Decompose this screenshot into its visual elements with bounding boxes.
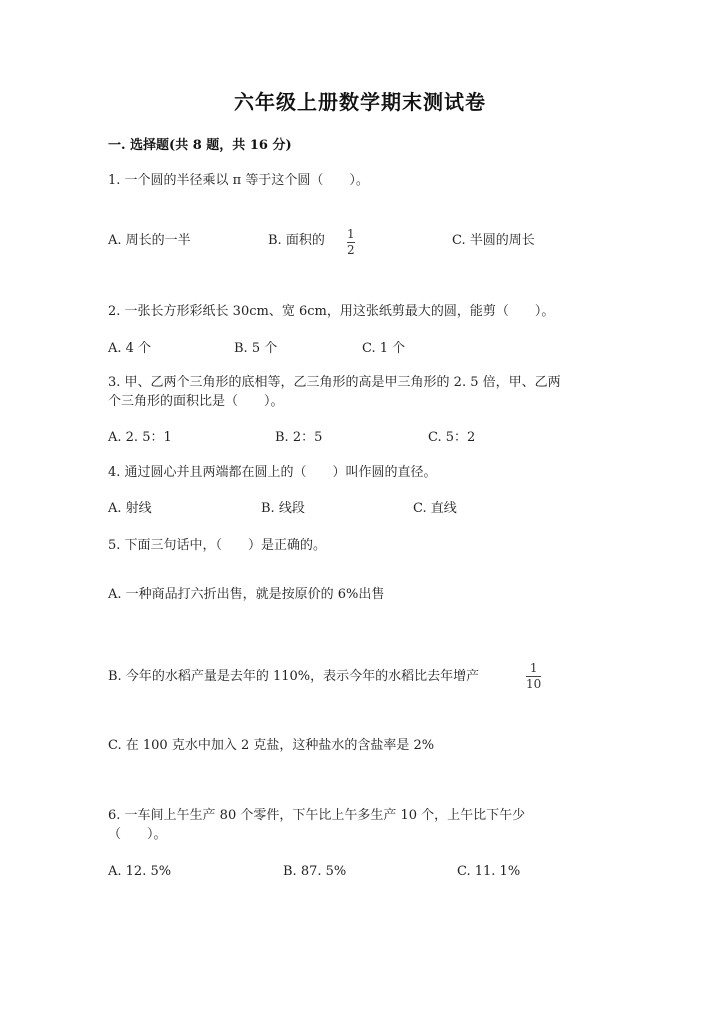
question-3-option-b: B. 2：5 — [275, 430, 323, 445]
question-3-option-c: C. 5：2 — [428, 430, 476, 445]
question-4-stem: 4. 通过圆心并且两端都在圆上的（ ）叫作圆的直径。 — [108, 465, 437, 480]
question-6-stem-line-1: 6. 一车间上午生产 80 个零件，下午比上午多生产 10 个，上午比下午少 — [108, 808, 526, 823]
page-title: 六年级上册数学期末测试卷 — [234, 90, 486, 114]
question-2-stem: 2. 一张长方形彩纸长 30cm、宽 6cm，用这张纸剪最大的圆，能剪（ ）。 — [108, 304, 555, 319]
question-6-option-a: A. 12. 5% — [108, 864, 172, 879]
question-1-stem: 1. 一个圆的半径乘以 π 等于这个圆（ ）。 — [108, 173, 369, 188]
question-6-option-c: C. 11. 1% — [457, 864, 521, 879]
question-5-option-a: A. 一种商品打六折出售，就是按原价的 6%出售 — [108, 587, 385, 602]
question-2-option-a: A. 4 个 — [108, 341, 152, 356]
question-6-option-b: B. 87. 5% — [283, 864, 347, 879]
question-5-stem: 5. 下面三句话中，（ ）是正确的。 — [108, 538, 327, 553]
question-1-option-b: B. 面积的 — [268, 233, 325, 248]
question-3-option-a: A. 2. 5：1 — [108, 430, 172, 445]
question-4-option-b: B. 线段 — [261, 501, 305, 516]
question-4-option-a: A. 射线 — [108, 501, 152, 516]
section-heading: 一. 选择题(共 8 题，共 16 分) — [108, 138, 292, 153]
question-2-option-c: C. 1 个 — [362, 341, 406, 356]
question-6-stem-line-2: （ ）。 — [108, 827, 167, 842]
fraction-numerator: 1 — [529, 661, 538, 675]
question-1-option-b-fraction — [347, 228, 355, 257]
question-5-option-b-fraction — [526, 662, 541, 691]
fraction-denominator: 10 — [526, 677, 542, 691]
fraction-numerator: 1 — [347, 227, 355, 241]
question-3-stem-line-1: 3. 甲、乙两个三角形的底相等，乙三角形的高是甲三角形的 2. 5 倍，甲、乙两 — [108, 375, 561, 390]
question-3-stem-line-2: 个三角形的面积比是（ ）。 — [108, 394, 284, 409]
question-1-option-c: C. 半圆的周长 — [452, 233, 535, 248]
question-5-option-c: C. 在 100 克水中加入 2 克盐，这种盐水的含盐率是 2% — [108, 738, 435, 753]
question-1-option-a: A. 周长的一半 — [108, 233, 191, 248]
question-4-option-c: C. 直线 — [413, 501, 457, 516]
question-5-option-b: B. 今年的水稻产量是去年的 110%，表示今年的水稻比去年增产 — [108, 669, 480, 684]
question-2-option-b: B. 5 个 — [234, 341, 278, 356]
fraction-denominator: 2 — [347, 243, 355, 257]
